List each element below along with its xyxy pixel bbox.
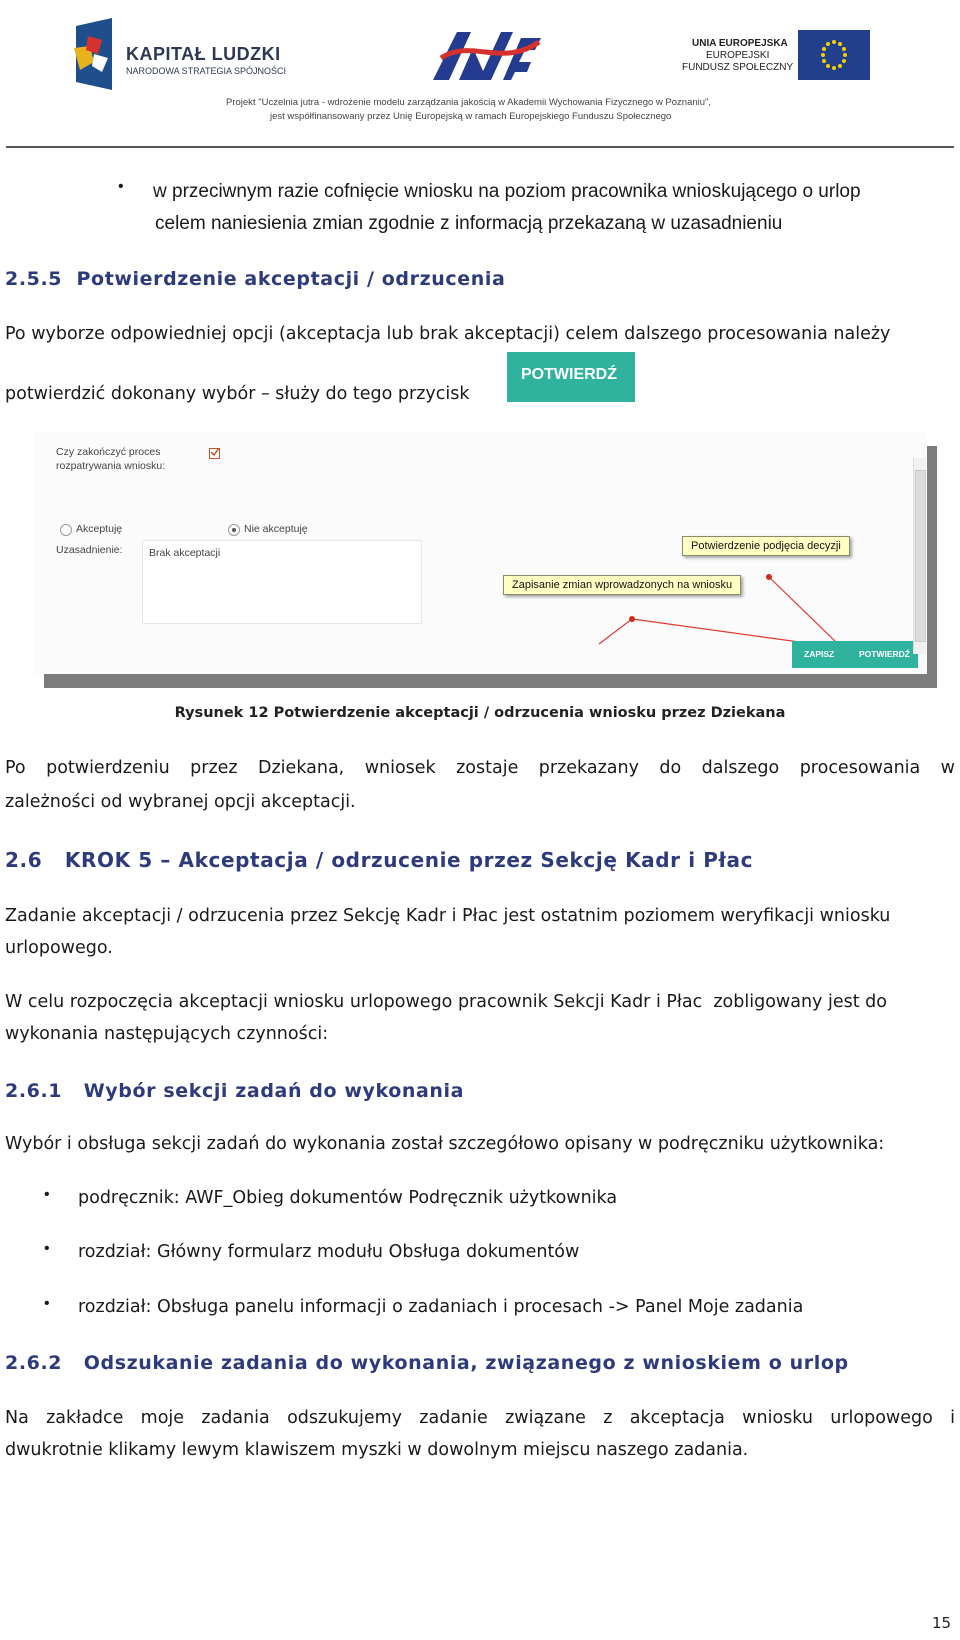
ue-line2: EUROPEJSKI [706, 50, 770, 61]
page-header [6, 0, 954, 148]
project-line1: Projekt "Uczelnia jutra - wdrożenie modelu zarządzania jakością w Akademii Wychowania Fizycznego w Poznaniu", [226, 97, 712, 108]
bullet-top-line1: w przeciwnym razie cofnięcie wniosku na poziom pracownika wnioskującego o urlop [153, 181, 861, 202]
heading-2-5-5: 2.5.5 Potwierdzenie akceptacji / odrzucenia [5, 268, 506, 290]
justification-value: Brak akceptacji [149, 547, 221, 559]
kl-subtitle: NARODOWA STRATEGIA SPÓJNOŚCI [126, 66, 287, 76]
justification-label: Uzasadnienie: [56, 544, 123, 556]
bullet-dot: • [44, 1240, 50, 1257]
fig-save-button: ZAPISZ [804, 649, 835, 659]
para-after-fig-line1: Po potwierdzeniu przez Dziekana, wniosek zostaje przekazany do dalszego procesowania w [5, 758, 955, 778]
para-262-line1: Na zakładce moje zadania odszukujemy zadanie związane z akceptacja wniosku urlopowego i [5, 1408, 955, 1428]
para-255-line1: Po wyborze odpowiedniej opcji (akceptacja lub brak akceptacji) celem dalszego procesowania należy [5, 324, 891, 344]
project-line2: jest współfinansowany przez Unię Europejską w ramach Europejskiego Funduszu Społecznego [270, 111, 672, 122]
callout-confirm: Potwierdzenie podjęcia decyzji [682, 536, 850, 556]
ue-line1: UNIA EUROPEJSKA [692, 38, 788, 49]
para-26-1-line1: Zadanie akceptacji / odrzucenia przez Sekcję Kadr i Płac jest ostatnim poziomem weryfikacji wniosku [5, 906, 891, 926]
radio-accept-label: Akceptuję [76, 523, 123, 535]
awf-logo [431, 28, 543, 82]
para-261: Wybór i obsługa sekcji zadań do wykonania został szczegółowo opisany w podręczniku użytkownika: [5, 1134, 885, 1154]
bullet-dot: • [44, 1186, 50, 1203]
confirm-button-image [507, 352, 635, 402]
bullet-261-1: podręcznik: AWF_Obieg dokumentów Podręcznik użytkownika [78, 1188, 618, 1208]
kl-title: KAPITAŁ LUDZKI [126, 44, 281, 64]
confirm-button-label: POTWIERDŹ [521, 366, 617, 383]
fig-question-line1: Czy zakończyć proces [56, 446, 161, 458]
ue-line3: FUNDUSZ SPOŁECZNY [682, 62, 794, 73]
page-number: 15 [932, 1614, 952, 1632]
bullet-top-line2: celem naniesienia zmian zgodnie z informacją przekazaną w uzasadnieniu [155, 213, 783, 234]
fig-question-line2: rozpatrywania wniosku: [56, 460, 166, 472]
kapital-ludzki-logo [68, 18, 118, 90]
para-26-2-line2: wykonania następujących czynności: [5, 1024, 329, 1044]
heading-2-6-1: 2.6.1 Wybór sekcji zadań do wykonania [5, 1080, 465, 1102]
para-26-1-line2: urlopowego. [5, 938, 113, 958]
para-255-line2: potwierdzić dokonany wybór – służy do tego przycisk [5, 384, 470, 404]
fig-confirm-button: POTWIERDŹ [859, 649, 910, 659]
figure-caption: Rysunek 12 Potwierdzenie akceptacji / odrzucenia wniosku przez Dziekana [174, 705, 786, 721]
bullet-261-2: rozdział: Główny formularz modułu Obsługa dokumentów [78, 1242, 580, 1262]
figure-button-bar [792, 641, 918, 668]
para-26-2-line1: W celu rozpoczęcia akceptacji wniosku urlopowego pracownik Sekcji Kadr i Płac zobligowany jest do [5, 992, 887, 1012]
figure-scrollbar [913, 458, 926, 654]
bullet-dot: • [118, 178, 124, 195]
para-after-fig-line2: zależności od wybranej opcji akceptacji. [5, 792, 356, 812]
figure-screenshot [34, 432, 940, 690]
eu-flag [798, 30, 870, 80]
radio-reject-label: Nie akceptuję [244, 523, 308, 535]
bullet-261-3: rozdział: Obsługa panelu informacji o zadaniach i procesach -> Panel Moje zadania [78, 1297, 804, 1317]
heading-2-6: 2.6 KROK 5 – Akceptacja / odrzucenie przez Sekcję Kadr i Płac [5, 848, 754, 872]
para-262-line2: dwukrotnie klikamy lewym klawiszem myszki w dowolnym miejscu naszego zadania. [5, 1440, 749, 1460]
heading-2-6-2: 2.6.2 Odszukanie zadania do wykonania, związanego z wnioskiem o urlop [5, 1352, 849, 1374]
callout-save: Zapisanie zmian wprowadzonych na wniosku [503, 575, 741, 595]
bullet-dot: • [44, 1295, 50, 1312]
